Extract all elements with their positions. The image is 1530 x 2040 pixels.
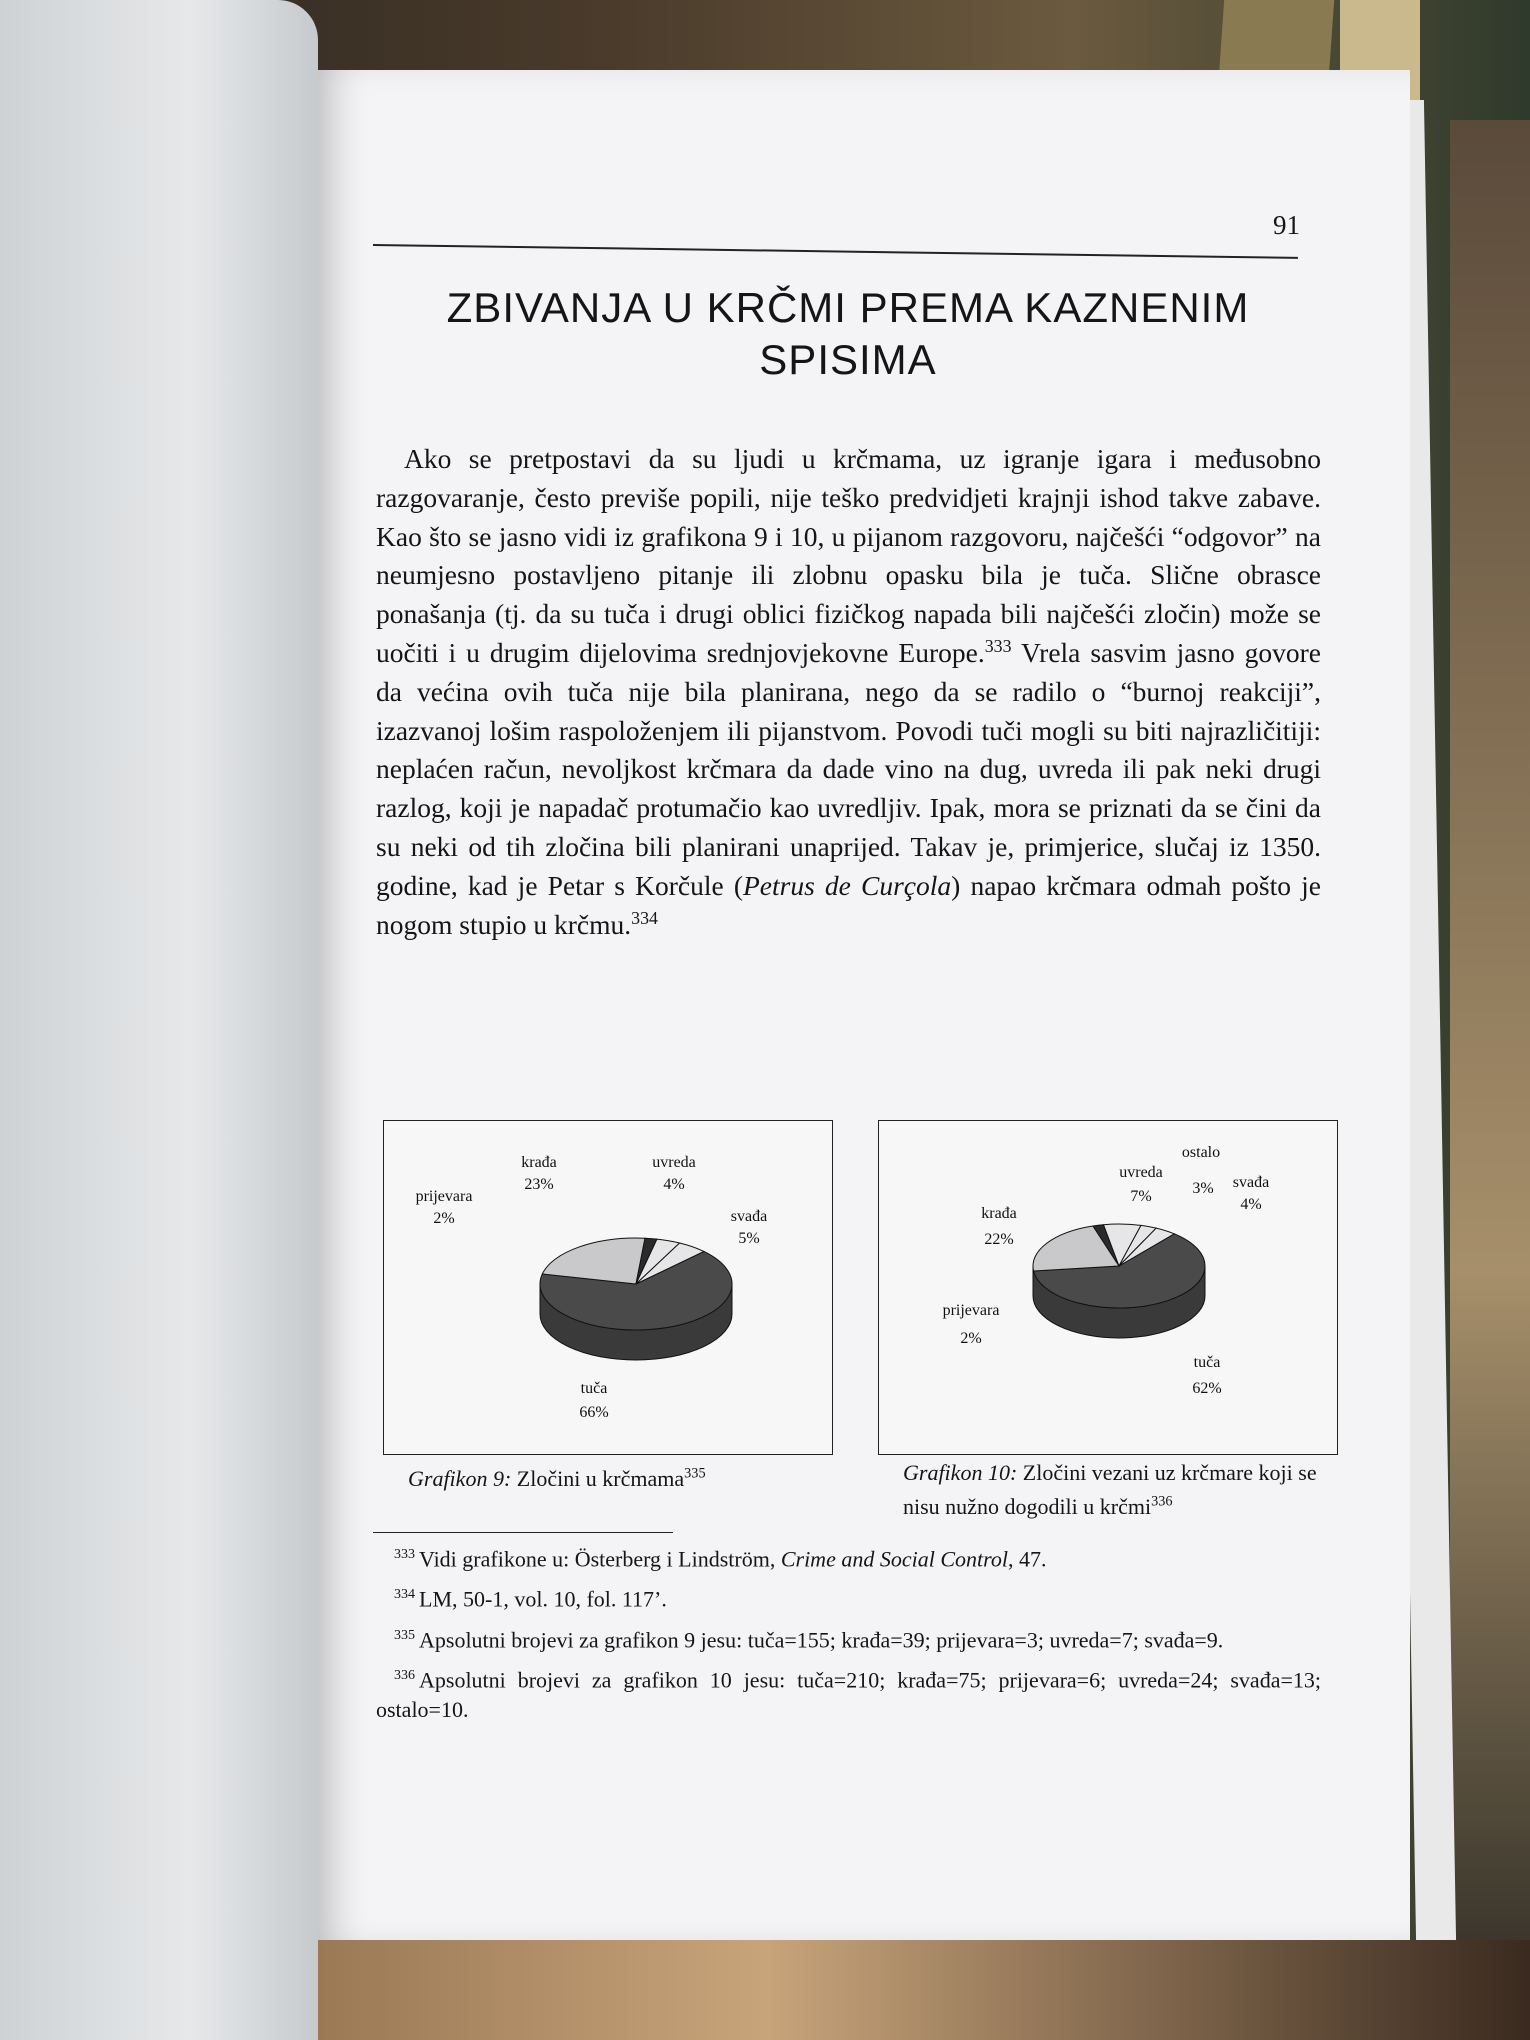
pie-chart-10: [878, 1120, 1338, 1455]
label-tuca: tuča: [1193, 1354, 1221, 1371]
label-svada: svađa: [730, 1208, 768, 1225]
footnote-text: , 47.: [1007, 1546, 1047, 1572]
value-uvreda: 7%: [1130, 1188, 1152, 1205]
footnote-rule: [373, 1532, 673, 1533]
footnote-title: Crime and Social Control: [780, 1546, 1008, 1572]
footnote-mark: 335: [394, 1627, 415, 1643]
paragraph-part: Vrela sasvim jasno govore da većina ovih tuča nije bila planirana, nego da se radilo o “burnoj reakciji”, izazvanoj lošim raspoloženjem ili pijanstvom. Povodi tuči mogli su biti najrazličitiji: neplaćen račun, nevoljkost krčmara da dade vino na dug, uvreda ili pak neki drugi razlog, koji je napadač protumačio kao uvredljiv. Ipak, mora se priznati da se čini da su neki od tih zločina bili planirani unaprijed. Takav je, primjerice, slučaj iz 1350. godine, kad je Petar s Korčule (: [376, 636, 1321, 901]
footnote-335: [376, 1621, 1321, 1655]
value-svada: 4%: [1240, 1196, 1262, 1213]
left-page-blank: [0, 0, 318, 2040]
value-krada: 23%: [524, 1176, 554, 1193]
caption-text: Zločini vezani uz krčmare koji se nisu nužno dogodili u krčmi: [903, 1460, 1317, 1519]
footnote-ref: 335: [684, 1465, 706, 1482]
header-rule: [373, 244, 1298, 259]
body-paragraph: [376, 440, 1321, 944]
caption-text: Zločini u krčmama: [511, 1466, 685, 1491]
value-ostalo: 3%: [1192, 1180, 1214, 1197]
footnote-text: LM, 50-1, vol. 10, fol. 117’.: [419, 1586, 667, 1612]
footnote-text: Vidi grafikone u: Österberg i Lindström,: [419, 1546, 781, 1572]
label-krada: krađa: [981, 1205, 1017, 1222]
label-uvreda: uvreda: [1119, 1164, 1163, 1181]
page-number: 91: [1273, 210, 1300, 240]
value-tuca: 62%: [1192, 1380, 1222, 1397]
pie-chart-9: [383, 1120, 833, 1455]
footnote-ref: 334: [631, 907, 658, 928]
footnote-334: [376, 1580, 1321, 1614]
caption-label: Grafikon 9:: [408, 1466, 512, 1491]
chart-10-caption: [903, 1456, 1343, 1524]
label-ostalo: ostalo: [1181, 1144, 1221, 1161]
value-prijevara: 2%: [433, 1210, 455, 1227]
latin-name: Petrus de Curçola: [743, 869, 952, 901]
footnote-text: Apsolutni brojevi za grafikon 10 jesu: tuča=210; krađa=75; prijevara=6; uvreda=24; svađa=13; ostalo=10.: [376, 1667, 1321, 1723]
background-books-right: [1450, 120, 1530, 2040]
footnotes: [376, 1540, 1321, 1731]
paragraph-part: ) napao krčmara odmah pošto je nogom stupio u krčmu.: [376, 869, 1321, 940]
label-prijevara: prijevara: [415, 1188, 473, 1205]
footnote-ref: 336: [1151, 1493, 1173, 1510]
footnote-text: Apsolutni brojevi za grafikon 9 jesu: tuča=155; krađa=39; prijevara=3; uvreda=7; svađa=9.: [419, 1626, 1224, 1652]
paragraph: [376, 440, 1321, 944]
footnote-mark: 333: [394, 1547, 415, 1562]
value-prijevara: 2%: [960, 1330, 982, 1347]
chapter-title-line2: SPISIMA: [759, 336, 937, 383]
footnote-336: [376, 1661, 1321, 1725]
pie-chart-9-svg: [384, 1121, 832, 1454]
footnote-ref: 333: [984, 635, 1012, 656]
footnote-333: [376, 1540, 1321, 1574]
value-krada: 22%: [984, 1231, 1014, 1248]
chart-9-caption: [408, 1462, 828, 1496]
label-tuca: tuča: [580, 1380, 608, 1397]
chapter-title: [358, 282, 1338, 386]
caption-label: Grafikon 10:: [903, 1460, 1018, 1485]
value-uvreda: 4%: [663, 1176, 685, 1193]
pie-chart-10-svg: [879, 1121, 1337, 1454]
footnote-mark: 334: [394, 1587, 415, 1603]
label-prijevara: prijevara: [942, 1302, 1000, 1319]
value-svada: 5%: [738, 1230, 760, 1247]
label-krada: krađa: [521, 1154, 557, 1171]
label-svada: svađa: [1232, 1174, 1270, 1191]
value-tuca: 66%: [579, 1404, 609, 1421]
paragraph-part: Ako se pretpostavi da su ljudi u krčmama, uz igranje igara i međusobno razgovaranje, često previše popili, nije teško predvidjeti krajnji ishod takve zabave. Kao što se jasno vidi iz grafikona 9 i 10, u pijanom razgovoru, najčešći “odgovor” na neumjesno postavljeno pitanje ili zlobnu opasku bila je tuča. Slične obrasce ponašanja (tj. da su tuča i drugi oblici fizičkog napada bili najčešći zločin) može se uočiti i u drugim dijelovima srednjovjekovne Europe.: [376, 443, 1321, 668]
chapter-title-line1: ZBIVANJA U KRČMI PREMA KAZNENIM: [446, 284, 1250, 331]
book-page: [318, 70, 1410, 1940]
label-uvreda: uvreda: [652, 1154, 696, 1171]
footnote-mark: 336: [394, 1667, 415, 1683]
